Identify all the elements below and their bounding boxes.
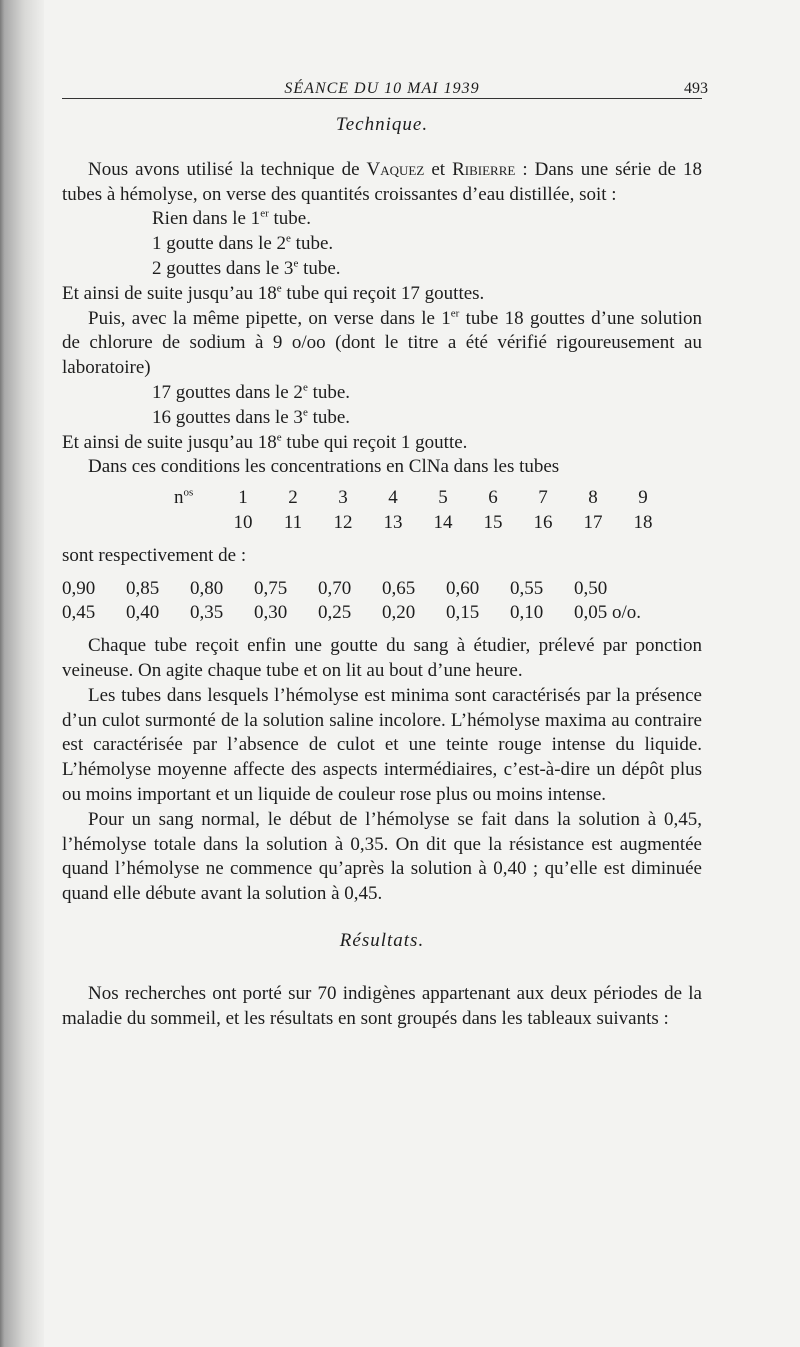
page-content	[62, 74, 708, 1031]
tube-label	[174, 486, 222, 511]
table-cell: 0,50	[574, 577, 608, 599]
list-item-text: 17 gouttes dans le 2	[152, 381, 303, 403]
table-cell: 8	[588, 487, 598, 509]
paragraph-respectively: sont respectivement de :	[62, 544, 247, 566]
table-cell: 2	[288, 487, 298, 509]
table-cell: 0,35	[190, 602, 224, 624]
table-cell: 6	[488, 487, 498, 509]
paragraph-pipette	[62, 307, 702, 381]
list-item-sup: e	[302, 406, 308, 419]
table-cell: 7	[538, 487, 548, 509]
table-row	[62, 577, 641, 602]
paragraph-hemolysis-aspects: Les tubes dans lesquels l’hémolyse est minima sont caractérisés par la présence d’un culot surmonté de la solution saline incolore. L’hémolyse maxima au contraire est caractérisée par l’absence de culot et une teinte rouge intense du liquide. L’hémolyse moyenne affecte des aspects intermédiaires, c’est-à-dire un dépôt plus ou moins important et un liquide de couleur rose plus ou moins intense.	[62, 684, 702, 805]
list-item-text: tube.	[307, 381, 351, 403]
tube-label-text: n	[174, 487, 184, 509]
tube-numbers-table	[174, 486, 672, 536]
table-cell: 9	[638, 487, 648, 509]
table-cell: 0,10	[510, 602, 544, 624]
table-cell: 0,30	[254, 602, 288, 624]
table-cell: 0,65	[382, 577, 416, 599]
paragraph-text: tube qui reçoit 17 gouttes.	[281, 282, 485, 304]
table-cell: 5	[438, 487, 448, 509]
concentrations-table	[62, 577, 641, 627]
paragraph-normal-blood: Pour un sang normal, le début de l’hémolyse se fait dans la solution à 0,45, l’hémolyse totale dans la solution à 0,35. On dit que la résistance est augmentée quand l’hémolyse ne commence qu’après la solution à 0,40 ; qu’elle est diminuée quand elle débute avant la solution à 0,45.	[62, 808, 702, 905]
list-item	[152, 232, 702, 257]
page-edge-shadow	[0, 0, 44, 1347]
author-vaquez: Vaquez	[366, 158, 425, 180]
list-item-text: 1 goutte dans le 2	[152, 233, 287, 255]
header-title: SÉANCE DU 10 MAI 1939	[284, 80, 480, 97]
table-cell: 0,90	[62, 577, 96, 599]
water-drops-list	[62, 207, 702, 281]
list-item-text: tube.	[307, 406, 351, 428]
table-cell: 11	[283, 511, 303, 533]
table-cell: 0,85	[126, 577, 160, 599]
table-cell: 0,60	[446, 577, 480, 599]
table-cell: 13	[383, 511, 403, 533]
table-cell: 0,05 o/o.	[574, 602, 642, 624]
table-cell: 0,55	[510, 577, 544, 599]
table-cell: 0,45	[62, 602, 96, 624]
paragraph-suite-2	[62, 431, 702, 456]
saline-drops-list	[62, 381, 702, 431]
paragraph-intro-rest: : Dans une série de 18 tubes à hémolyse, on verse des quantités croissantes d’eau distillée, soit :	[62, 158, 703, 205]
table-row	[174, 511, 672, 536]
table-cell: 0,20	[382, 602, 416, 624]
list-item-sup: er	[260, 208, 269, 221]
table-cell: 0,40	[126, 602, 160, 624]
paragraph-text: tube 18 gouttes d’une solution de chlorure de sodium à 9 o/oo (dont le titre a été vérifié rigoureusement au laboratoire)	[62, 307, 702, 379]
table-cell: 4	[388, 487, 398, 509]
table-cell: 0,25	[318, 602, 352, 624]
list-item	[152, 257, 702, 282]
list-item-text: tube.	[268, 208, 311, 230]
paragraph-suite-1	[62, 282, 702, 307]
author-ribierre: Ribierre	[452, 158, 516, 180]
paragraph-text: Et ainsi de suite jusqu’au 18	[62, 282, 277, 304]
paragraph-results: Nos recherches ont porté sur 70 indigènes appartenant aux deux périodes de la maladie du sommeil, et les résultats en sont groupés dans les tableaux suivants :	[62, 982, 702, 1029]
table-cell: 10	[233, 511, 253, 533]
table-row	[62, 601, 641, 626]
table-cell-empty	[174, 511, 222, 536]
page-number: 493	[684, 80, 708, 97]
table-cell: 0,70	[318, 577, 352, 599]
section-title-technique: Technique.	[335, 114, 429, 135]
tube-label-sup: os	[183, 486, 194, 499]
paragraph-text: Et ainsi de suite jusqu’au 18	[62, 431, 277, 453]
table-cell: 15	[483, 511, 503, 533]
list-item-text: tube.	[290, 233, 334, 255]
paragraph-intro-text: Nous avons utilisé la technique de	[88, 158, 367, 180]
table-cell: 14	[433, 511, 453, 533]
table-cell: 0,75	[254, 577, 288, 599]
table-cell: 3	[338, 487, 348, 509]
paragraph-sup: e	[276, 282, 282, 295]
table-cell: 18	[633, 511, 653, 533]
paragraph-conditions: Dans ces conditions les concentrations en ClNa dans les tubes	[88, 456, 560, 478]
paragraph-sup: er	[450, 307, 460, 320]
table-cell: 0,15	[446, 602, 480, 624]
list-item	[152, 381, 702, 406]
table-row	[174, 486, 672, 511]
table-cell: 0,80	[190, 577, 224, 599]
table-cell: 1	[238, 487, 248, 509]
list-item-text: tube.	[298, 257, 341, 279]
paragraph-text: Puis, avec la même pipette, on verse dans le 1	[88, 307, 451, 329]
table-cell: 16	[533, 511, 553, 533]
table-cell: 17	[583, 511, 603, 533]
table-cell: 12	[333, 511, 353, 533]
list-item-sup: e	[293, 257, 299, 270]
paragraph-intro-conj: et	[424, 158, 453, 180]
list-item-sup: e	[286, 232, 291, 245]
list-item-text: Rien dans le 1	[152, 208, 261, 230]
running-header	[62, 74, 708, 99]
list-item	[152, 207, 702, 232]
paragraph-blood-drop: Chaque tube reçoit enfin une goutte du sang à étudier, prélevé par ponction veineuse. On agite chaque tube et on lit au bout d’une heure.	[62, 635, 702, 681]
paragraph-intro	[62, 158, 702, 208]
paragraph-sup: e	[276, 431, 282, 444]
paragraph-text: tube qui reçoit 1 goutte.	[281, 431, 468, 453]
list-item-text: 16 gouttes dans le 3	[152, 406, 303, 428]
list-item-sup: e	[302, 381, 308, 394]
list-item	[152, 406, 702, 431]
section-title-resultats: Résultats.	[339, 929, 425, 951]
list-item-text: 2 gouttes dans le 3	[152, 257, 294, 279]
